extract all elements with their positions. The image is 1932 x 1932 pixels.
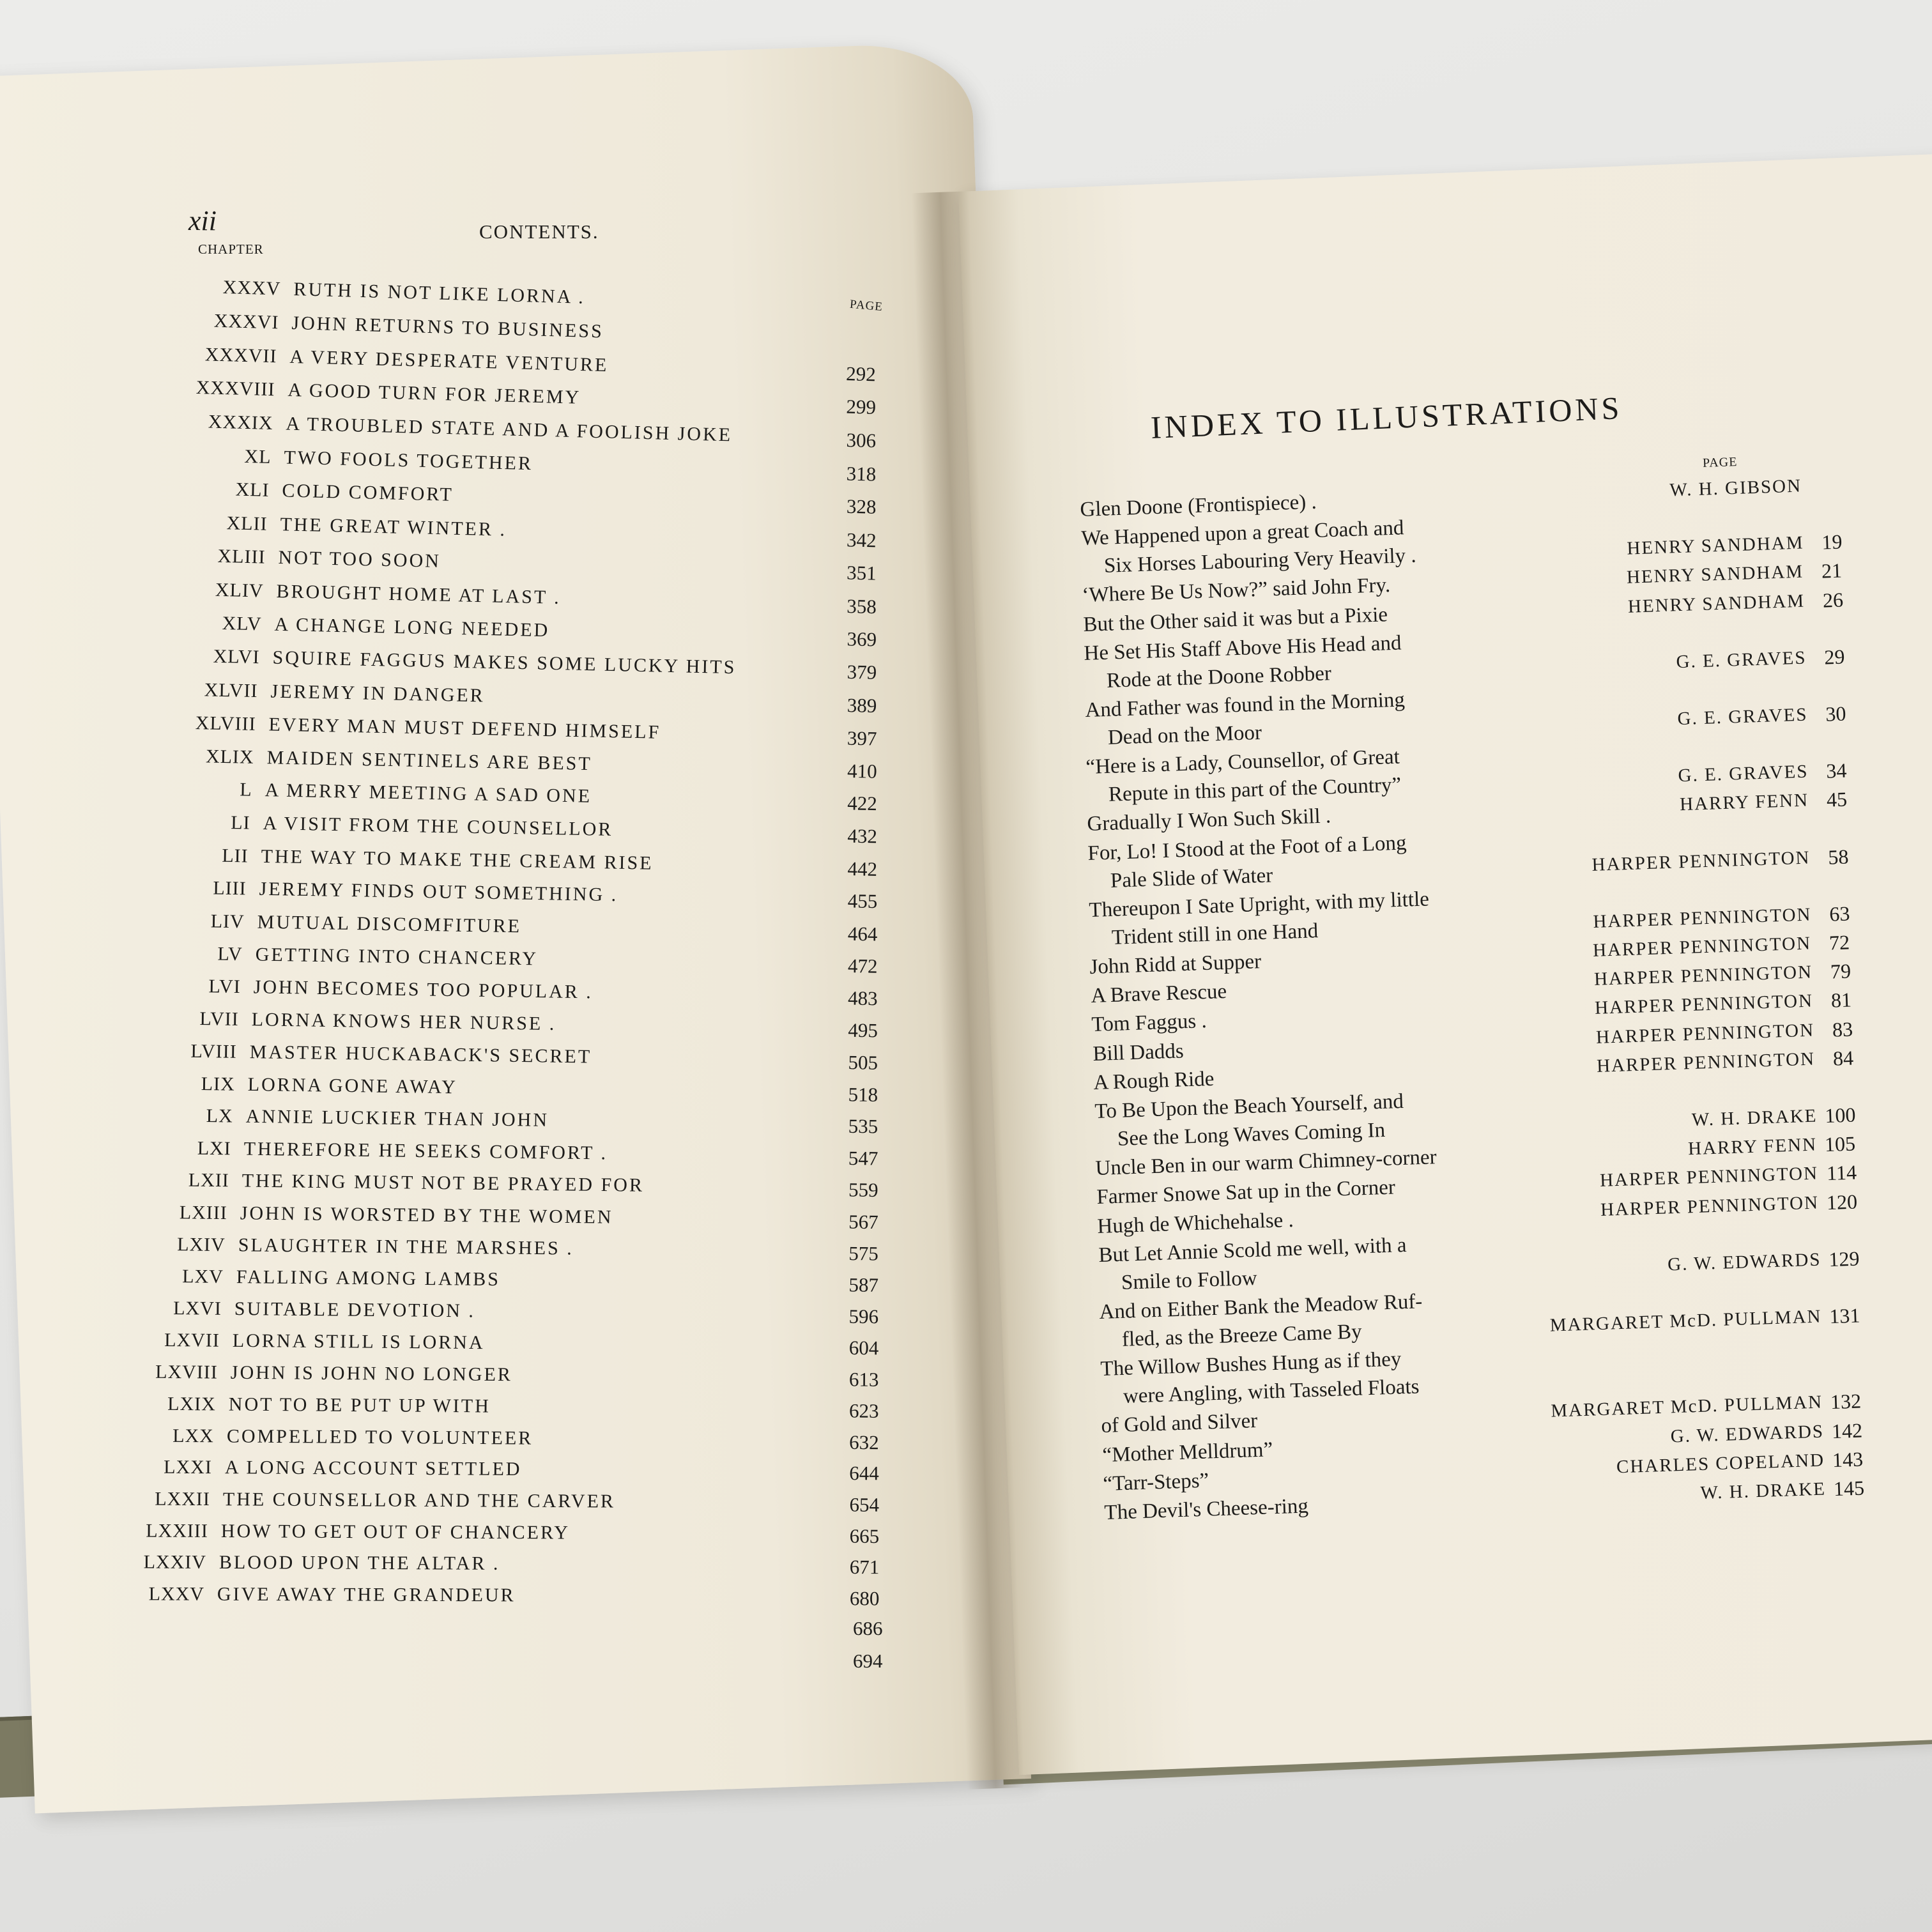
illustration-artist: HARRY FENN [1688, 1134, 1818, 1160]
illustration-page: 143 [1832, 1447, 1864, 1471]
chapter-title: LORNA KNOWS HER NURSE . [251, 1009, 556, 1035]
chapter-page: 559 [848, 1178, 878, 1202]
illustration-page: 45 [1825, 787, 1848, 811]
chapter-page: 410 [847, 759, 877, 783]
chapter-number: LX [206, 1105, 233, 1128]
chapter-title: SQUIRE FAGGUS MAKES SOME LUCKY HITS [272, 647, 737, 678]
chapter-title: HOW TO GET OUT OF CHANCERY [220, 1520, 571, 1544]
chapter-title: A GOOD TURN FOR JEREMY [288, 379, 581, 409]
chapter-column-label: CHAPTER [198, 241, 264, 257]
chapter-page: 567 [848, 1210, 878, 1233]
illustration-caption: A Rough Ride [1093, 1067, 1215, 1094]
contents-row [80, 1520, 880, 1549]
page-column-label: PAGE [849, 297, 884, 314]
contents-row [79, 1551, 880, 1580]
illustration-artist: HARPER PENNINGTON [1591, 847, 1811, 875]
chapter-page: 694 [853, 1650, 883, 1673]
chapter-number: LXVIII [155, 1361, 218, 1383]
chapter-page: 455 [847, 889, 878, 913]
chapter-page: 686 [853, 1617, 883, 1640]
chapter-title: THE KING MUST NOT BE PRAYED FOR [241, 1170, 645, 1197]
chapter-number: LXX [172, 1425, 214, 1446]
chapter-title: JOHN RETURNS TO BUSINESS [291, 312, 604, 342]
chapter-title: A MERRY MEETING A SAD ONE [264, 779, 592, 808]
chapter-number: LVI [208, 976, 241, 998]
contents-row [77, 1583, 880, 1611]
chapter-title: A VISIT FROM THE COUNSELLOR [263, 813, 613, 841]
chapter-title: EVERY MAN MUST DEFEND HIMSELF [268, 714, 661, 743]
illustration-caption: Uncle Ben in our warm Chimney-corner [1095, 1146, 1438, 1181]
illustration-caption-cont: Trident still in one Hand [1111, 919, 1319, 949]
contents-row [84, 1456, 879, 1486]
chapter-page: 369 [847, 627, 877, 651]
chapter-number: LIV [210, 910, 245, 933]
chapter-page: 665 [849, 1524, 880, 1547]
chapter-page: 342 [846, 528, 877, 552]
illustration-page: 145 [1833, 1476, 1865, 1501]
chapter-page: 535 [848, 1115, 878, 1138]
illustration-artist: HARPER PENNINGTON [1592, 933, 1812, 961]
illustration-page: 114 [1826, 1160, 1857, 1185]
chapter-page: 613 [848, 1368, 879, 1391]
illustration-page: 26 [1821, 588, 1844, 612]
illustration-page: 120 [1826, 1190, 1858, 1214]
illustration-artist: MARGARET McD. PULLMAN [1551, 1392, 1823, 1422]
illustration-page: 142 [1831, 1418, 1863, 1443]
illustration-caption: “Here is a Lady, Counsellor, of Great [1085, 745, 1400, 779]
chapter-number: XXXVII [204, 343, 277, 367]
illustration-artist: HARPER PENNINGTON [1594, 990, 1814, 1019]
illustration-artist: G. W. EDWARDS [1670, 1421, 1825, 1447]
illustration-page: 100 [1824, 1103, 1856, 1128]
chapter-number: XLIX [205, 746, 254, 768]
chapter-title: COLD COMFORT [282, 480, 454, 506]
illustration-caption: ‘Where Be Us Now?” said John Fry. [1082, 574, 1391, 608]
illustration-caption: Thereupon I Sate Upright, with my little [1088, 887, 1430, 922]
chapter-page: 680 [849, 1587, 880, 1610]
chapter-page: 547 [848, 1147, 878, 1170]
illustration-page: 81 [1830, 988, 1852, 1012]
illustration-artist: W. H. GIBSON [1669, 475, 1802, 501]
chapter-number: LXIX [167, 1393, 216, 1415]
chapter-number: XLIV [215, 579, 264, 602]
illustration-artist: HENRY SANDHAM [1626, 532, 1804, 559]
illustration-caption-cont: Six Horses Labouring Very Heavily . [1103, 544, 1416, 578]
chapter-page: 483 [847, 986, 878, 1010]
illustration-artist: HARPER PENNINGTON [1593, 962, 1813, 990]
illustration-page: 83 [1832, 1017, 1853, 1041]
illustration-artist: HARPER PENNINGTON [1600, 1192, 1820, 1220]
illustration-caption: To Be Upon the Beach Yourself, and [1094, 1089, 1404, 1123]
chapter-number: LXXIII [146, 1520, 208, 1542]
chapter-number: XLI [235, 479, 270, 502]
illustration-caption: And on Either Bank the Meadow Ruf- [1099, 1290, 1423, 1324]
chapter-page: 292 [845, 362, 877, 385]
chapter-number: LI [231, 812, 250, 834]
chapter-title: MASTER HUCKABACK'S SECRET [249, 1041, 592, 1068]
illustration-artist: G. E. GRAVES [1676, 647, 1807, 673]
chapter-number: XXXVIII [195, 377, 275, 401]
chapter-number: LVIII [190, 1040, 237, 1062]
illustration-artist: HENRY SANDHAM [1627, 590, 1805, 617]
chapter-page: 587 [848, 1273, 879, 1296]
chapter-title: JEREMY IN DANGER [270, 680, 486, 707]
chapter-title: THE GREAT WINTER . [280, 514, 507, 540]
chapter-page: 644 [849, 1462, 879, 1485]
chapter-page: 442 [847, 857, 878, 880]
chapter-title: GETTING INTO CHANCERY [255, 944, 539, 970]
chapter-title: FALLING AMONG LAMBS [236, 1266, 501, 1291]
illustration-caption: Bill Dadds [1092, 1039, 1184, 1066]
illustration-page: 21 [1821, 558, 1843, 583]
chapter-page: 397 [847, 726, 877, 750]
chapter-number: LVII [199, 1008, 239, 1031]
chapter-number: LXII [188, 1170, 229, 1192]
chapter-number: XLII [226, 512, 268, 535]
illustration-caption: “Tarr-Steps” [1103, 1469, 1210, 1496]
chapter-number: XLVIII [195, 712, 256, 735]
chapter-page: 518 [848, 1083, 878, 1106]
chapter-number: LXIII [179, 1202, 227, 1223]
chapter-number: LIX [201, 1073, 235, 1095]
running-head: CONTENTS. [479, 220, 599, 243]
chapter-number: LXV [182, 1266, 224, 1288]
chapter-title: GIVE AWAY THE GRANDEUR [217, 1583, 516, 1606]
chapter-number: XLVI [213, 646, 260, 668]
chapter-title: MUTUAL DISCOMFITURE [257, 911, 522, 937]
chapter-title: A LONG ACCOUNT SETTLED [224, 1457, 522, 1480]
chapter-title: NOT TOO SOON [278, 547, 441, 572]
chapter-page: 495 [848, 1018, 878, 1042]
illustration-artist: HENRY SANDHAM [1626, 561, 1804, 588]
illustration-caption: Hugh de Whichehalse . [1097, 1208, 1294, 1238]
illustration-caption: But Let Annie Scold me well, with a [1098, 1233, 1407, 1267]
illustration-caption: Gradually I Won Such Skill . [1086, 804, 1331, 836]
chapter-page: 351 [846, 561, 877, 585]
chapter-page: 604 [848, 1337, 879, 1360]
chapter-title: THE COUNSELLOR AND THE CARVER [222, 1489, 616, 1512]
illustration-caption: We Happened upon a great Coach and [1080, 516, 1404, 551]
illustration-page: 105 [1824, 1131, 1856, 1156]
chapter-number: XXXVI [213, 310, 279, 334]
chapter-page: 358 [847, 594, 877, 618]
chapter-page: 472 [847, 954, 878, 977]
illustration-caption-cont: Pale Slide of Water [1110, 864, 1273, 893]
chapter-page: 422 [847, 792, 878, 815]
illustration-artist: HARPER PENNINGTON [1599, 1163, 1819, 1192]
page-folio: xii [188, 205, 217, 236]
illustration-page: 34 [1825, 758, 1848, 783]
illustration-artist: G. E. GRAVES [1678, 761, 1809, 786]
illustration-page: 29 [1823, 645, 1846, 669]
chapter-title: JEREMY FINDS OUT SOMETHING . [259, 878, 618, 906]
chapter-page: 654 [849, 1493, 880, 1516]
illustration-caption-cont: See the Long Waves Coming In [1117, 1118, 1386, 1151]
chapter-number: XXXV [222, 277, 281, 300]
chapter-title: SUITABLE DEVOTION . [234, 1298, 476, 1322]
chapter-page: 623 [848, 1399, 879, 1422]
illustration-artist: G. E. GRAVES [1676, 704, 1808, 730]
illustration-caption-cont: Dead on the Moor [1107, 721, 1262, 749]
chapter-number: XLIII [217, 546, 266, 568]
chapter-title: MAIDEN SENTINELS ARE BEST [266, 746, 593, 774]
illustration-artist: HARPER PENNINGTON [1592, 904, 1812, 932]
illustration-artist: W. H. DRAKE [1700, 1478, 1827, 1504]
chapter-number: LII [222, 845, 249, 867]
index-title: INDEX TO ILLUSTRATIONS [1150, 390, 1623, 445]
chapter-title: TWO FOOLS TOGETHER [284, 447, 533, 474]
chapter-title: JOHN IS WORSTED BY THE WOMEN [240, 1202, 613, 1228]
illustration-artist: W. H. DRAKE [1691, 1105, 1818, 1131]
chapter-page: 671 [849, 1556, 880, 1579]
chapter-number: LV [217, 943, 243, 965]
chapter-number: LXVII [164, 1330, 220, 1351]
chapter-page: 575 [848, 1242, 879, 1265]
chapter-page: 318 [846, 462, 877, 486]
chapter-title: LORNA GONE AWAY [247, 1073, 458, 1098]
chapter-title: ANNIE LUCKIER THAN JOHN [245, 1106, 549, 1131]
chapter-page: 299 [846, 395, 877, 419]
illustration-artist: G. W. EDWARDS [1667, 1249, 1821, 1275]
illustration-page: 30 [1825, 702, 1846, 726]
index-page-label: PAGE [1702, 455, 1738, 470]
chapter-number: LXXIV [143, 1551, 206, 1574]
chapter-title: BLOOD UPON THE ALTAR . [218, 1552, 500, 1575]
chapter-number: XLVII [204, 678, 258, 702]
chapter-number: XL [244, 445, 272, 468]
illustration-page: 84 [1832, 1046, 1854, 1070]
chapter-number: LXI [197, 1137, 231, 1160]
illustration-artist: HARPER PENNINGTON [1596, 1048, 1816, 1077]
chapter-number: LXXV [148, 1583, 204, 1605]
chapter-number: LXXI [164, 1457, 212, 1478]
illustration-caption: Glen Doone (Frontispiece) . [1080, 490, 1317, 521]
chapter-number: L [240, 779, 252, 801]
chapter-title: A VERY DESPERATE VENTURE [289, 346, 609, 376]
chapter-page: 432 [847, 824, 878, 848]
chapter-title: A TROUBLED STATE AND A FOOLISH JOKE [286, 413, 733, 446]
chapter-page: 306 [846, 428, 877, 452]
chapter-title: NOT TO BE PUT UP WITH [228, 1393, 491, 1417]
illustration-caption: And Father was found in the Morning [1084, 688, 1405, 722]
illustration-caption: The Devil's Cheese-ring [1104, 1494, 1309, 1524]
chapter-number: LXXII [155, 1488, 210, 1510]
illustration-page: 129 [1828, 1246, 1860, 1271]
illustration-caption: John Ridd at Supper [1089, 950, 1262, 979]
illustration-page: 63 [1828, 901, 1850, 926]
chapter-number: LXVI [173, 1298, 222, 1320]
illustration-artist: CHARLES COPELAND [1616, 1450, 1825, 1478]
chapter-number: XLV [222, 613, 262, 635]
chapter-title: A CHANGE LONG NEEDED [274, 613, 550, 641]
chapter-page: 464 [847, 922, 878, 946]
chapter-title: RUTH IS NOT LIKE LORNA . [293, 279, 586, 308]
chapter-title: THE WAY TO MAKE THE CREAM RISE [261, 845, 654, 874]
illustration-caption: Tom Faggus . [1091, 1009, 1208, 1037]
chapter-title: JOHN BECOMES TOO POPULAR . [253, 976, 594, 1003]
illustration-page: 58 [1827, 845, 1850, 869]
chapter-title: SLAUGHTER IN THE MARSHES . [238, 1234, 574, 1259]
illustration-caption: For, Lo! I Stood at the Foot of a Long [1087, 831, 1407, 865]
chapter-page: 632 [849, 1430, 879, 1453]
chapter-title: BROUGHT HOME AT LAST . [276, 580, 562, 608]
illustration-page: 19 [1821, 530, 1843, 554]
chapter-number: XXXIX [208, 411, 273, 434]
illustration-caption-cont: fled, as the Breeze Came By [1121, 1320, 1363, 1351]
illustration-caption-cont: Smile to Follow [1121, 1266, 1258, 1294]
chapter-title: LORNA STILL IS LORNA [232, 1330, 485, 1354]
chapter-title: JOHN IS JOHN NO LONGER [230, 1361, 512, 1386]
illustration-caption: “Mother Melldrum” [1101, 1438, 1273, 1467]
illustration-artist: MARGARET McD. PULLMAN [1549, 1306, 1823, 1336]
chapter-page: 505 [848, 1051, 878, 1074]
chapter-page: 379 [847, 661, 877, 684]
illustration-artist: HARRY FENN [1679, 790, 1809, 815]
chapter-page: 596 [848, 1305, 879, 1328]
illustration-caption: But the Other said it was but a Pixie [1082, 602, 1388, 636]
chapter-number: LXIV [176, 1234, 226, 1256]
illustration-caption: Farmer Snowe Sat up in the Corner [1096, 1176, 1396, 1209]
illustration-caption: He Set His Staff Above His Head and [1084, 631, 1402, 665]
illustration-caption: The Willow Bushes Hung as if they [1100, 1347, 1402, 1381]
illustration-page: 79 [1830, 959, 1851, 983]
illustration-page: 72 [1828, 930, 1850, 954]
chapter-title: THEREFORE HE SEEKS COMFORT . [243, 1138, 608, 1164]
illustration-caption-cont: Rode at the Doone Robber [1106, 661, 1332, 693]
contents-row [88, 1393, 879, 1424]
contents-row [86, 1425, 879, 1455]
illustration-caption-cont: Repute in this part of the Country” [1108, 773, 1402, 807]
contents-row [82, 1488, 880, 1517]
chapter-page: 389 [847, 693, 877, 717]
illustration-page: 131 [1829, 1303, 1861, 1328]
chapter-title: COMPELLED TO VOLUNTEER [226, 1425, 533, 1449]
illustration-caption: A Brave Rescue [1090, 980, 1227, 1008]
chapter-page: 328 [846, 495, 877, 519]
illustration-caption: of Gold and Silver [1101, 1409, 1259, 1438]
illustration-artist: HARPER PENNINGTON [1595, 1020, 1815, 1048]
illustration-caption-cont: were Angling, with Tasseled Floats [1123, 1375, 1420, 1409]
chapter-number: LIII [213, 877, 247, 900]
illustration-page: 132 [1830, 1389, 1862, 1414]
